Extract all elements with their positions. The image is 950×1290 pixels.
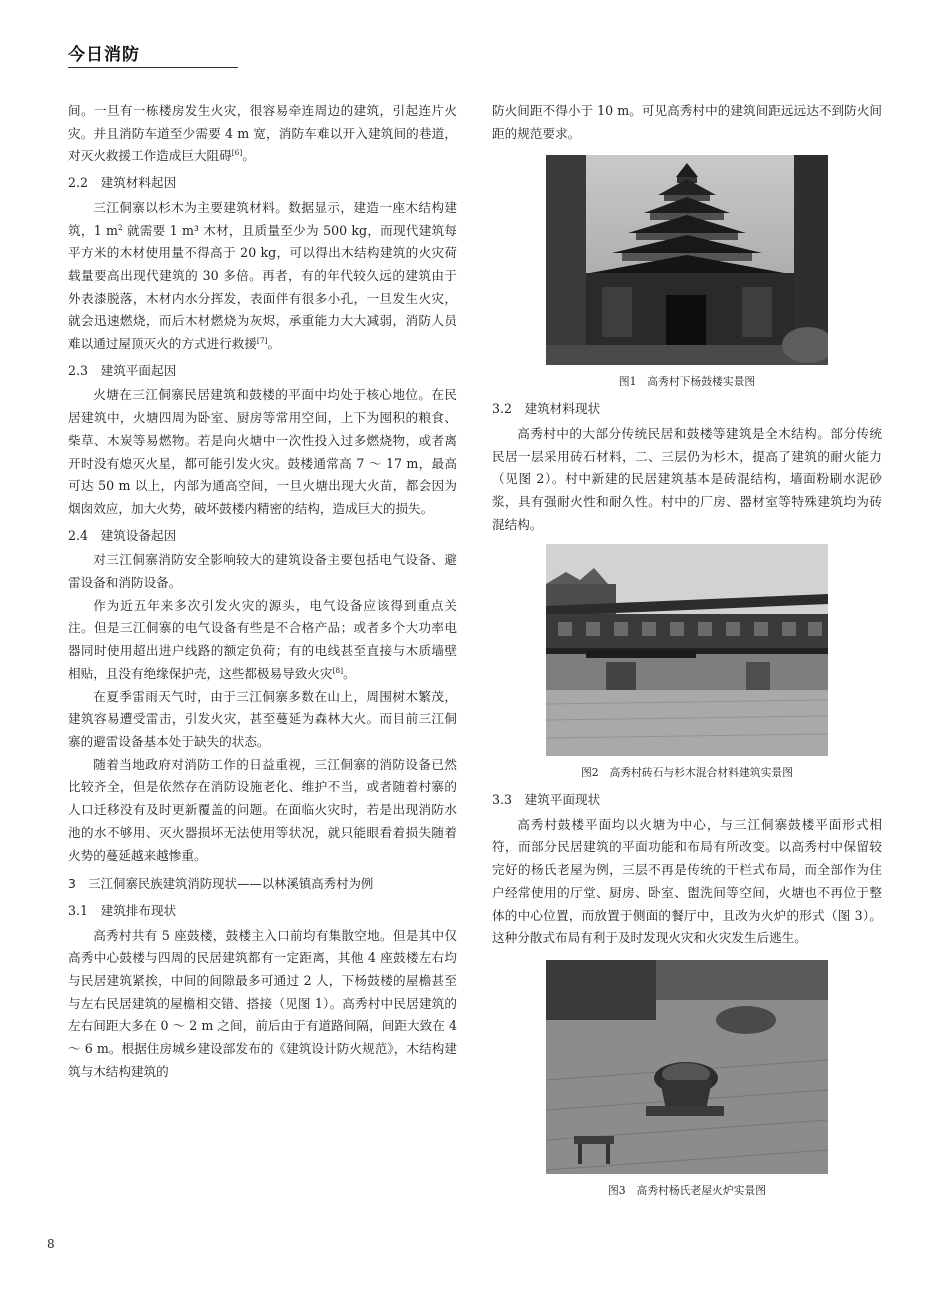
heading-3: 3 三江侗寨民族建筑消防现状——以林溪镇高秀村为例 (68, 876, 374, 892)
heading-2-4: 2.4 建筑设备起因 (68, 527, 177, 543)
heading-3-3: 3.3 建筑平面现状 (492, 792, 601, 808)
stove-photo (546, 960, 828, 1174)
heading-3-1: 3.1 建筑排布现状 (68, 902, 177, 918)
figure-3-caption: 图3 高秀村杨氏老屋火炉实景图 (607, 1183, 767, 1197)
heading-2-2: 2.2 建筑材料起因 (68, 175, 177, 191)
citation-8[interactable]: [8] (332, 665, 344, 675)
journal-title: 今日消防 (68, 45, 140, 65)
right-column (492, 100, 882, 1205)
header-rule (68, 67, 238, 68)
paragraph-3-1: 高秀村共有 5 座鼓楼，鼓楼主入口前均有集散空地。但是其中仅高秀中心鼓楼与四周的民居建筑都有一定距离，其他 4 座鼓楼左右均与民居建筑紧挨，中间的间隙最多可通过 2 人，下杨鼓楼的屋檐甚至与左右民居建筑的屋檐相交错、搭接（见图 1）。高秀村中民居建筑的左右间距大多在 0 ～ 2 m 之间，前后由于有道路间隔，间距大致在 4 ～ 6 m。根据住房城乡建设部发布的《建筑设计防火规范》，木结构建筑与木结构建筑的 (68, 927, 457, 1079)
paragraph-3-2: 高秀村中的大部分传统民居和鼓楼等建筑是全木结构。部分传统民居一层采用砖石材料，二、三层仍为杉木，提高了建筑的耐火能力（见图 2）。村中新建的民居建筑基本是砖混结构，墙面粉刷水泥砂浆，具有强耐火性和耐久性。村中的厂房、器材室等特殊建筑均为砖混结构。 (492, 425, 882, 532)
heading-3-2: 3.2 建筑材料现状 (492, 401, 601, 417)
paragraph-3-3: 高秀村鼓楼平面均以火塘为中心，与三江侗寨鼓楼平面形式相符，而部分民居建筑的平面功能和布局有所改变。以高秀村中保留较完好的杨氏老屋为例，三层不再是传统的干栏式布局，而全部作为住户经常使用的厅堂、厨房、卧室、盥洗间等空间，火塘也不再位于整体的中心位置，而放置于侧面的餐厅中，且改为火炉的形式（图 3）。这种分散式布局有利于及时发现火灾和火灾发生后逃生。 (492, 816, 882, 946)
intro-paragraph: 间。一旦有一栋楼房发生火灾，很容易牵连周边的建筑，引起连片火灾。并且消防车道至少需要 4 m 宽，消防车难以开入建筑间的巷道，对灭火救援工作造成巨大阻碍[6]。 (68, 103, 457, 164)
heading-2-3: 2.3 建筑平面起因 (68, 362, 177, 378)
figure-3 (492, 960, 882, 1203)
paragraph-2-4-d: 随着当地政府对消防工作的日益重视，三江侗寨的消防设备已然比较齐全，但是依然存在消防设施老化、维护不当，或者随着村寨的人口迁移没有及时更新覆盖的问题。在面临火灾时，若是出现消防水池的水不够用、灭火器损坏无法使用等状况，就只能眼看着损失随着火势的蔓延越来越惨重。 (68, 756, 457, 863)
paragraph-2-3: 火塘在三江侗寨民居建筑和鼓楼的平面中均处于核心地位。在民居建筑中，火塘四周为卧室、厨房等常用空间，上下为囤积的粮食、柴草、木炭等易燃物。若是向火塘中一次性投入过多燃烧物，或者离开时没有熄灭火星，都可能引发火灾。鼓楼通常高 7 ～ 17 m，最高可达 50 m 以上，内部为通高空间，一旦火塘出现大火苗，都会因为烟囱效应，加大火势，破坏鼓楼内精密的结构，造成巨大的损失。 (68, 387, 457, 516)
figure-2 (492, 544, 882, 785)
citation-6[interactable]: [6] (231, 148, 243, 158)
paragraph-2-2: 三江侗寨以杉木为主要建筑材料。数据显示，建造一座木结构建筑，1 $m^2$ 就需要 1 m³ 木材，且质量至少为 500 kg，而现代建筑每平方米的木材使用量不得高于 20 kg，可以得出木结构建筑的火灾荷载量要高出现代建筑的 30 多倍。再者，有的年代较久远的建筑由于外表漆脱落，木材内水分挥发，表面伴有很多小孔，一旦发生火灾，就会迅速燃烧，而后木材燃烧为灰烬，承重能力大大减弱，消防人员难以通过屋顶灭火的方式进行救援[7]。 (68, 199, 457, 352)
paragraph-2-4-c: 在夏季雷雨天气时，由于三江侗寨多数在山上，周围树木繁茂，建筑容易遭受雷击，引发火灾，甚至蔓延为森林大火。而目前三江侗寨的避雷设备基本处于缺失的状态。 (68, 688, 457, 749)
figure-2-caption: 图2 高秀村砖石与杉木混合材料建筑实景图 (580, 766, 793, 780)
drum-tower-photo (546, 155, 828, 365)
figure-1 (492, 155, 882, 394)
page-number: 8 (47, 1237, 55, 1251)
continued-paragraph: 防火间距不得小于 10 m。可见高秀村中的建筑间距远远达不到防火间距的规范要求。 (492, 103, 882, 141)
citation-7[interactable]: [7] (256, 335, 268, 345)
left-column (68, 100, 457, 1084)
figure-1-caption: 图1 高秀村下杨鼓楼实景图 (618, 375, 756, 389)
paragraph-2-4-b: 作为近五年来多次引发火灾的源头，电气设备应该得到重点关注。但是三江侗寨的电气设备有些是不合格产品；或者多个大功率电器同时使用超出进户线路的额定负荷；有的电线甚至直接与木质墙壁相贴，且没有绝缘保护壳，这些都极易导致火灾[8]。 (68, 597, 457, 681)
mixed-material-building-photo (546, 544, 828, 756)
paragraph-2-4-a: 对三江侗寨消防安全影响较大的建筑设备主要包括电气设备、避雷设备和消防设备。 (68, 552, 457, 591)
